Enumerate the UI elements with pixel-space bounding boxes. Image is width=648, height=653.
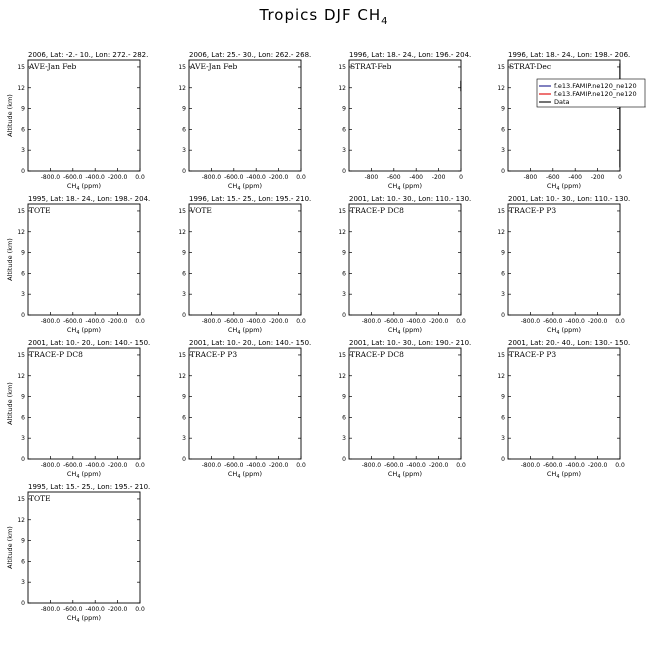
x-axis-label: $CH_4$ (ppm) xyxy=(66,614,102,624)
x-tick-label: -600.0 xyxy=(63,606,83,613)
x-tick-label: -600.0 xyxy=(543,462,563,469)
chart-panel xyxy=(178,195,311,336)
x-tick-label: -200 xyxy=(590,174,605,181)
x-axis-label: $CH_4$ (ppm) xyxy=(227,182,263,192)
x-tick-label: -600 xyxy=(386,174,401,181)
panel-header: 2001, Lat: 10.- 30., Lon: 190.- 210. xyxy=(349,339,472,347)
y-tick-label: 9 xyxy=(342,249,346,257)
y-tick-label: 12 xyxy=(17,228,25,236)
x-axis-label: $CH_4$ (ppm) xyxy=(66,470,102,480)
panel-label: TRACE-P P3 xyxy=(509,350,557,359)
legend-label: f.e13.FAMIP.ne120_ne120 xyxy=(554,90,637,99)
y-tick-label: 3 xyxy=(342,291,346,299)
x-tick-label: -600 xyxy=(545,174,560,181)
x-axis-label: $CH_4$ (ppm) xyxy=(66,326,102,336)
y-tick-label: 0 xyxy=(342,456,346,463)
x-tick-label: -200.0 xyxy=(268,318,289,325)
x-tick-label: -200.0 xyxy=(428,462,449,469)
y-tick-label: 3 xyxy=(501,291,505,299)
x-tick-label: -400.0 xyxy=(406,462,426,469)
y-tick-label: 6 xyxy=(182,126,186,134)
x-axis-label: $CH_4$ (ppm) xyxy=(546,470,582,480)
x-tick-label: -200.0 xyxy=(107,606,128,613)
plot-frame xyxy=(508,204,620,315)
y-tick-label: 12 xyxy=(178,372,186,380)
y-tick-label: 9 xyxy=(21,105,25,113)
x-tick-label: -200.0 xyxy=(107,174,128,181)
y-tick-label: 0 xyxy=(21,168,25,175)
chart-panel xyxy=(497,195,630,336)
y-tick-label: 6 xyxy=(21,414,25,422)
x-tick-label: 0.0 xyxy=(135,462,145,469)
y-tick-label: 0 xyxy=(501,312,505,319)
panel-label: TRACE-P DC8 xyxy=(29,350,83,359)
panel-header: 1995, Lat: 18.- 24., Lon: 198.- 204. xyxy=(28,195,151,203)
y-tick-label: 15 xyxy=(338,351,346,359)
x-tick-label: 0.0 xyxy=(296,318,306,325)
x-tick-label: 0.0 xyxy=(135,174,145,181)
panel-header: 2001, Lat: 20.- 40., Lon: 130.- 150. xyxy=(508,339,631,347)
x-tick-label: -800.0 xyxy=(40,606,61,613)
y-tick-label: 9 xyxy=(501,105,505,113)
chart-panel xyxy=(338,195,471,336)
plot-frame xyxy=(508,60,620,171)
chart-panel xyxy=(178,51,311,192)
x-tick-label: 0 xyxy=(459,174,463,181)
panel-header: 2001, Lat: 10.- 20., Lon: 140.- 150. xyxy=(28,339,151,347)
x-tick-label: -800.0 xyxy=(40,462,61,469)
x-tick-label: -600.0 xyxy=(224,318,244,325)
x-tick-label: -400.0 xyxy=(246,174,266,181)
y-tick-label: 3 xyxy=(182,147,186,155)
y-axis-label: Altitude (km) xyxy=(6,382,14,425)
y-tick-label: 3 xyxy=(342,435,346,443)
y-tick-label: 6 xyxy=(501,126,505,134)
panel-header: 2001, Lat: 10.- 20., Lon: 140.- 150. xyxy=(189,339,312,347)
chart-panel xyxy=(497,339,630,480)
plot-frame xyxy=(28,204,140,315)
y-tick-label: 15 xyxy=(17,63,25,71)
panel-header: 2001, Lat: 10.- 30., Lon: 110.- 130. xyxy=(508,195,631,203)
y-tick-label: 6 xyxy=(182,270,186,278)
y-tick-label: 12 xyxy=(338,372,346,380)
y-tick-label: 12 xyxy=(338,228,346,236)
x-tick-label: -200.0 xyxy=(107,318,128,325)
x-tick-label: -400 xyxy=(568,174,583,181)
chart-panel xyxy=(497,51,630,192)
y-tick-label: 9 xyxy=(501,393,505,401)
x-tick-label: -200.0 xyxy=(587,318,608,325)
panel-label: VOTE xyxy=(190,206,212,215)
x-tick-label: 0.0 xyxy=(615,462,625,469)
y-tick-label: 15 xyxy=(17,207,25,215)
y-tick-label: 15 xyxy=(497,207,505,215)
x-tick-label: -600.0 xyxy=(63,174,83,181)
x-tick-label: -400 xyxy=(409,174,424,181)
x-tick-label: -200.0 xyxy=(268,174,289,181)
x-tick-label: -400.0 xyxy=(85,174,105,181)
y-tick-label: 3 xyxy=(21,291,25,299)
chart-panel xyxy=(6,483,150,624)
y-tick-label: 12 xyxy=(17,372,25,380)
y-tick-label: 15 xyxy=(178,207,186,215)
plot-frame xyxy=(28,492,140,603)
x-tick-label: 0.0 xyxy=(456,318,466,325)
legend-label: Data xyxy=(554,98,570,107)
y-axis-label: Altitude (km) xyxy=(6,526,14,569)
y-tick-label: 6 xyxy=(21,558,25,566)
x-tick-label: -200.0 xyxy=(268,462,289,469)
y-tick-label: 9 xyxy=(182,105,186,113)
y-tick-label: 9 xyxy=(342,105,346,113)
panel-header: 1996, Lat: 18.- 24., Lon: 196.- 204. xyxy=(349,51,472,59)
x-tick-label: -600.0 xyxy=(63,462,83,469)
y-tick-label: 6 xyxy=(501,270,505,278)
panel-header: 1996, Lat: 18.- 24., Lon: 198.- 206. xyxy=(508,51,631,59)
y-tick-label: 15 xyxy=(178,63,186,71)
y-tick-label: 9 xyxy=(342,393,346,401)
y-tick-label: 3 xyxy=(501,435,505,443)
plot-frame xyxy=(28,348,140,459)
x-tick-label: -400.0 xyxy=(85,462,105,469)
x-tick-label: -800.0 xyxy=(40,174,61,181)
y-tick-label: 0 xyxy=(342,312,346,319)
chart-panel xyxy=(338,339,471,480)
x-tick-label: -400.0 xyxy=(565,462,585,469)
legend xyxy=(537,79,646,107)
x-axis-label: $CH_4$ (ppm) xyxy=(387,470,423,480)
x-tick-label: -400.0 xyxy=(565,318,585,325)
y-tick-label: 9 xyxy=(21,393,25,401)
y-tick-label: 12 xyxy=(178,228,186,236)
chart-panel xyxy=(6,195,150,336)
x-tick-label: -400.0 xyxy=(246,462,266,469)
panel-label: TRACE-P DC8 xyxy=(350,350,404,359)
x-axis-label: $CH_4$ (ppm) xyxy=(227,326,263,336)
y-tick-label: 15 xyxy=(338,207,346,215)
y-tick-label: 6 xyxy=(342,270,346,278)
y-tick-label: 3 xyxy=(21,147,25,155)
panel-label: AVE-Jan Feb xyxy=(29,62,77,71)
x-tick-label: -800.0 xyxy=(361,318,382,325)
x-tick-label: -600.0 xyxy=(543,318,563,325)
x-tick-label: -600.0 xyxy=(384,462,404,469)
plot-frame xyxy=(189,60,301,171)
legend-label: f.e13.FAMIP.ne120_ne120 xyxy=(554,82,637,91)
y-tick-label: 0 xyxy=(182,312,186,319)
y-tick-label: 15 xyxy=(497,351,505,359)
y-tick-label: 0 xyxy=(21,600,25,607)
x-tick-label: -800.0 xyxy=(361,462,382,469)
x-tick-label: 0.0 xyxy=(296,462,306,469)
x-tick-label: -800.0 xyxy=(40,318,61,325)
y-tick-label: 6 xyxy=(182,414,186,422)
y-tick-label: 0 xyxy=(21,456,25,463)
panel-label: STRAT-Feb xyxy=(350,62,392,71)
plot-frame xyxy=(189,204,301,315)
y-tick-label: 0 xyxy=(501,168,505,175)
panel-label: AVE-Jan Feb xyxy=(190,62,238,71)
x-axis-label: $CH_4$ (ppm) xyxy=(227,470,263,480)
x-tick-label: -200.0 xyxy=(587,462,608,469)
x-tick-label: -800.0 xyxy=(520,462,541,469)
y-tick-label: 0 xyxy=(21,312,25,319)
y-tick-label: 12 xyxy=(497,228,505,236)
chart-panel xyxy=(178,339,311,480)
y-tick-label: 6 xyxy=(21,126,25,134)
panel-header: 1995, Lat: 15.- 25., Lon: 195.- 210. xyxy=(28,483,151,491)
x-tick-label: -200.0 xyxy=(107,462,128,469)
y-tick-label: 12 xyxy=(178,84,186,92)
y-tick-label: 12 xyxy=(17,84,25,92)
y-tick-label: 15 xyxy=(178,351,186,359)
x-tick-label: -400.0 xyxy=(85,318,105,325)
x-tick-label: -600.0 xyxy=(224,174,244,181)
panel-header: 2006, Lat: -2.- 10., Lon: 272.- 282. xyxy=(28,51,149,59)
y-tick-label: 6 xyxy=(21,270,25,278)
y-tick-label: 6 xyxy=(342,126,346,134)
panel-label: STRAT-Dec xyxy=(509,62,552,71)
chart-panel xyxy=(338,51,471,192)
y-tick-label: 9 xyxy=(182,249,186,257)
plot-frame xyxy=(349,60,461,171)
y-tick-label: 0 xyxy=(182,168,186,175)
x-tick-label: -800 xyxy=(523,174,538,181)
x-tick-label: -400.0 xyxy=(246,318,266,325)
y-tick-label: 3 xyxy=(501,147,505,155)
plot-frame xyxy=(189,348,301,459)
chart-panel xyxy=(6,51,148,192)
panel-header: 2006, Lat: 25.- 30., Lon: 262.- 268. xyxy=(189,51,312,59)
x-tick-label: 0.0 xyxy=(135,318,145,325)
x-tick-label: -800.0 xyxy=(201,462,222,469)
figure-title: Tropics DJF $CH_4$ xyxy=(259,6,389,27)
y-tick-label: 0 xyxy=(182,456,186,463)
plot-frame xyxy=(508,348,620,459)
x-tick-label: 0.0 xyxy=(615,318,625,325)
panel-label: TOTE xyxy=(29,206,51,215)
x-tick-label: 0.0 xyxy=(456,462,466,469)
y-tick-label: 3 xyxy=(21,435,25,443)
y-tick-label: 9 xyxy=(21,537,25,545)
panel-label: TRACE-P P3 xyxy=(190,350,238,359)
panel-header: 1996, Lat: 15.- 25., Lon: 195.- 210. xyxy=(189,195,312,203)
x-tick-label: -600.0 xyxy=(384,318,404,325)
y-tick-label: 0 xyxy=(501,456,505,463)
plot-frame xyxy=(28,60,140,171)
panel-label: TOTE xyxy=(29,494,51,503)
x-tick-label: -800 xyxy=(364,174,379,181)
x-tick-label: 0 xyxy=(618,174,622,181)
x-tick-label: -600.0 xyxy=(63,318,83,325)
y-tick-label: 15 xyxy=(17,495,25,503)
y-tick-label: 15 xyxy=(338,63,346,71)
panel-label: TRACE-P P3 xyxy=(509,206,557,215)
x-tick-label: -400.0 xyxy=(406,318,426,325)
x-axis-label: $CH_4$ (ppm) xyxy=(546,182,582,192)
y-axis-label: Altitude (km) xyxy=(6,94,14,137)
panel-label: TRACE-P DC8 xyxy=(350,206,404,215)
panel-header: 2001, Lat: 10.- 30., Lon: 110.- 130. xyxy=(349,195,472,203)
y-tick-label: 12 xyxy=(17,516,25,524)
plot-frame xyxy=(349,204,461,315)
x-tick-label: -200 xyxy=(431,174,446,181)
y-axis-label: Altitude (km) xyxy=(6,238,14,281)
chart-panel xyxy=(6,339,150,480)
x-axis-label: $CH_4$ (ppm) xyxy=(66,182,102,192)
y-tick-label: 12 xyxy=(338,84,346,92)
x-axis-label: $CH_4$ (ppm) xyxy=(387,182,423,192)
y-tick-label: 3 xyxy=(342,147,346,155)
x-tick-label: -200.0 xyxy=(428,318,449,325)
y-tick-label: 6 xyxy=(501,414,505,422)
x-tick-label: -800.0 xyxy=(520,318,541,325)
y-tick-label: 9 xyxy=(501,249,505,257)
y-tick-label: 3 xyxy=(21,579,25,587)
x-axis-label: $CH_4$ (ppm) xyxy=(546,326,582,336)
x-axis-label: $CH_4$ (ppm) xyxy=(387,326,423,336)
y-tick-label: 3 xyxy=(182,291,186,299)
y-tick-label: 15 xyxy=(17,351,25,359)
x-tick-label: 0.0 xyxy=(135,606,145,613)
y-tick-label: 12 xyxy=(497,84,505,92)
plot-frame xyxy=(349,348,461,459)
x-tick-label: -600.0 xyxy=(224,462,244,469)
x-tick-label: 0.0 xyxy=(296,174,306,181)
y-tick-label: 9 xyxy=(182,393,186,401)
x-tick-label: -800.0 xyxy=(201,174,222,181)
x-tick-label: -400.0 xyxy=(85,606,105,613)
y-tick-label: 12 xyxy=(497,372,505,380)
y-tick-label: 15 xyxy=(497,63,505,71)
y-tick-label: 9 xyxy=(21,249,25,257)
y-tick-label: 3 xyxy=(182,435,186,443)
y-tick-label: 0 xyxy=(342,168,346,175)
x-tick-label: -800.0 xyxy=(201,318,222,325)
y-tick-label: 6 xyxy=(342,414,346,422)
